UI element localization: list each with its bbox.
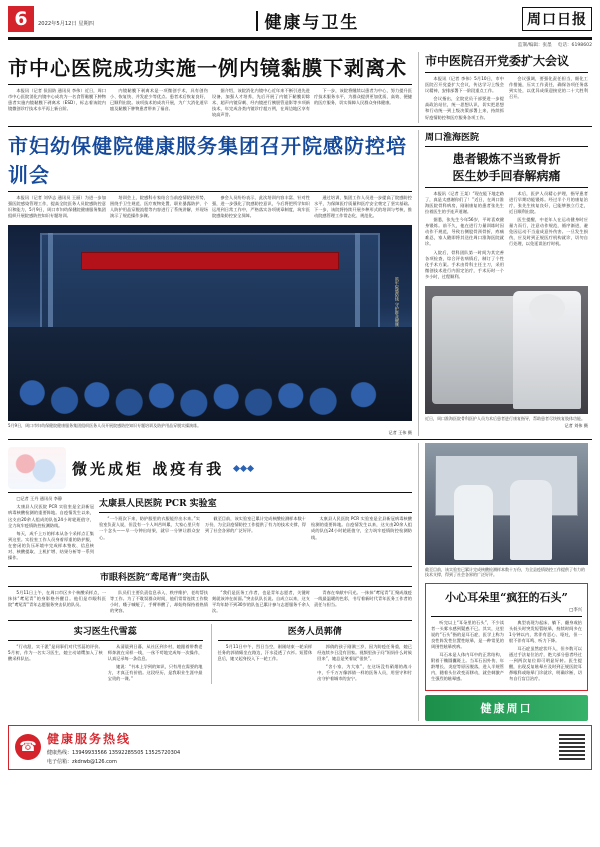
ear-article xyxy=(425,583,588,691)
section-title: 健康与卫生 xyxy=(264,13,360,33)
campaign-1-col-3 xyxy=(311,516,412,542)
paragraph: “行动派、实干派”是同事们对代雪蕊的评价。5月初，作为一名实习医生，她主动请缨加入了核酸采样队伍。 xyxy=(8,643,103,661)
hotline-numbers: 健康热线：13949933566 13592285505 13525720304 xyxy=(47,749,181,756)
zhoukou-kicker: 周口淮海医院 xyxy=(425,132,480,143)
paragraph: 截至目前，该实验室已累计完成核酸检测样本数十万份，为全县疫情防控工作提供了有力的技术支撑，得到了社会各界的广泛好评。 xyxy=(205,516,306,534)
divider xyxy=(8,439,592,440)
campaign-2-col-4 xyxy=(314,590,412,616)
health-zhoukou-banner: 健康周口 xyxy=(425,695,588,721)
editor-credit: 监制/编辑：张墨 xyxy=(518,43,552,48)
lead-headline: 市中心医院成功实施一例内镜黏膜下剥离术 xyxy=(8,56,407,80)
paragraph: 培训会上，院感科专家结合当前疫情防控形势，围绕手卫生规范、医疗废物处置、职业暴露防护、个人防护用品穿脱流程等内容进行了系统讲解，并现场演示了规范操作步骤。 xyxy=(110,194,208,218)
photo-pillar xyxy=(48,233,53,335)
second-article xyxy=(8,130,412,437)
campaign-3-col-2 xyxy=(108,644,203,685)
second-col-4 xyxy=(314,195,412,221)
photo-hall xyxy=(40,233,379,335)
campaign-3-col-1 xyxy=(8,644,103,685)
paragraph: “舍小家、为大家”，在这场没有硝烟的战斗中，千千万万像郭倩一样的医务人员，用坚守和付出守护着城市的安宁。 xyxy=(317,663,412,681)
divider xyxy=(8,620,412,621)
paragraph: 每天，成千上万的样本从各个采样点汇集到这里。实验室工作人员身着厚重的防护服，在密闭的负压环境中完成样本签收、信息核对、核酸提取、上机扩增、结果分析等一系列操作。 xyxy=(8,530,94,561)
divider xyxy=(431,616,582,617)
campaign-4-col-1 xyxy=(218,644,313,685)
ear-article-body xyxy=(431,620,582,685)
top-right-headline: 市中医院召开党委扩大会议 xyxy=(425,54,570,68)
paragraph: 5月11日上午，在周口市区多个核酸采样点，一抹抹“鸢尾青”的身影格外醒目。他们是市眼科医院“鸢尾青”青年志愿服务突击队的队员。 xyxy=(8,590,106,608)
paragraph: □记者 王丹 通讯员 李静 xyxy=(16,496,63,502)
divider xyxy=(218,640,413,641)
ward-photo-byline: 记者 刘伟 摄 xyxy=(564,423,588,429)
ear-col-1 xyxy=(431,620,504,685)
photo-crowd xyxy=(8,327,412,421)
paragraph: 典型表现为起床、躺下、翻身或抬头低头时突发短暂眩晕，持续时间多在1分钟以内，常伴有恶心、呕吐，但一般不伴有耳鸣、听力下降。 xyxy=(509,619,582,643)
top-row xyxy=(8,52,592,123)
campaign-section xyxy=(8,443,412,720)
ear-col-2 xyxy=(509,620,582,685)
ear-article-byline: □李兴 xyxy=(569,607,582,613)
photo-lab-tech-2 xyxy=(510,480,552,561)
divider xyxy=(99,512,412,513)
campaign-article-1 xyxy=(8,496,412,563)
second-headline: 市妇幼保健院健康服务集团召开院感防控培训会 xyxy=(8,133,407,187)
photo-caption: 5月9日，周口市妇幼保健院健康服务集团组织医务人员开展院感防控知识专题培训及防护用品穿脱实操演练。 xyxy=(8,423,202,429)
lead-col-2 xyxy=(110,88,208,120)
campaign-emblem-icon xyxy=(8,447,66,489)
contact-phone: 电话：6198602 xyxy=(557,43,592,48)
second-col-1 xyxy=(8,195,106,221)
paragraph: 耳石本是人体内耳中的正常结构，附着于椭圆囊斑上。当耳石因外伤、年龄增长、炎症等原因脱落，进入半规管内，随着头位改变而移动，就会刺激产生强烈的眩晕感。 xyxy=(431,652,504,682)
lead-col-4 xyxy=(314,88,412,120)
second-row xyxy=(8,130,592,437)
paragraph: 入院后，骨科团队第一时间为其完善各项检查，综合评估病情后，制订了个性化手术方案。手术由骨科主任主刀，采用微创技术进行内固定治疗，手术历时一个多小时，过程顺利。 xyxy=(425,249,504,279)
campaign-articles-34 xyxy=(8,624,412,685)
top-right-col-1 xyxy=(425,76,504,123)
zhoukou-col-2 xyxy=(509,191,588,282)
campaign-2-body xyxy=(8,590,412,616)
paragraph: 医生提醒，中老年人在运动健身时应量力而行，注意动作规范，循序渐进，避免因运动不当造成意外伤害。一旦发生损伤，应及时到正规医疗机构就诊，切勿自行处理，以免延误治疗时机。 xyxy=(509,217,588,247)
campaign-article-2 xyxy=(8,570,412,616)
divider xyxy=(425,72,588,73)
campaign-article-3 xyxy=(8,624,203,685)
second-col-3 xyxy=(212,195,310,221)
training-group-photo xyxy=(8,225,412,421)
zhoukou-headline-2: 医生妙手回春解病痛 xyxy=(452,168,561,183)
paragraph: 会议指出，全院党员干部要进一步提高政治站位，统一思想认识，切实把思想和行动统一到上级决策部署上来，持续抓好疫情防控和医疗服务各项工作。 xyxy=(425,96,504,120)
divider xyxy=(425,187,588,188)
divider-bar-icon xyxy=(256,11,258,31)
paragraph: 本报讯（记者 刘华志 通讯员 王丽）为进一步加强医院感染管理工作，提高全院医务人员院感防控意识和能力，5月9日，周口市妇幼保健院健康服务集团组织开展院感防控知识专题培训。 xyxy=(8,194,106,218)
campaign-4-title: 医务人员郭倩 xyxy=(287,626,342,637)
campaign-1-body xyxy=(99,516,412,542)
campaign-2-col-3 xyxy=(212,590,310,616)
ear-article-title: 小心耳朵里“疯狂的石头” xyxy=(445,590,568,604)
paragraph: 通过培训，集团工作人员进一步提高了院感防控水平，为保障医疗质量和医疗安全奠定了坚实基础。下一步，该院将持续开展多种形式的培训与考核，推动院感管理工作常态化、规范化。 xyxy=(314,194,412,218)
divider xyxy=(425,146,588,147)
campaign-banner xyxy=(8,447,412,489)
paragraph: “一个班次下来，防护服里的衣服能拧出水来。”实验室负责人说，但没有一个人叫苦叫累，大家心里只有一个念头——早一分钟出结果，就早一分钟让群众安心。 xyxy=(99,516,200,540)
pcr-lab-photo xyxy=(425,443,588,565)
campaign-2-col-1 xyxy=(8,590,106,616)
zhoukou-col-1 xyxy=(425,191,504,282)
photo-bed xyxy=(432,296,520,404)
top-right-article xyxy=(418,52,588,123)
campaign-4-body xyxy=(218,644,413,685)
right-rail-bottom xyxy=(418,443,588,720)
page-number: 6 xyxy=(8,6,34,32)
hotline-footer xyxy=(8,725,592,770)
campaign-dots-icon xyxy=(234,466,253,471)
campaign-2-col-2 xyxy=(110,590,208,616)
top-right-col-2 xyxy=(509,76,588,123)
divider xyxy=(8,84,412,85)
paragraph: 她说：“书本上学到的知识，只有用在需要的地方，才真正有价值。这段经历，是我职业生涯中最宝贵的一课。” xyxy=(107,663,203,681)
second-body xyxy=(8,195,412,221)
paragraph: 据悉，张先生今年56岁，平时喜欢健身锻炼。前不久，他在进行力量训练时因动作不规范，导致右侧股骨颈骨折，疼痛难忍，家人随即将其送往周口淮海医院就诊。 xyxy=(425,217,504,247)
paragraph: 从清晨到日暮，从社区到乡村，她跟着带教老师奔波在采样一线，一丝不苟地完成每一次操作，认真记录每一条信息。 xyxy=(107,643,203,661)
divider xyxy=(8,126,592,127)
photo-byline: 记者 王伟 摄 xyxy=(388,430,412,436)
lead-col-3 xyxy=(212,88,310,120)
paragraph: 据介绍，该院消化内镜中心近年来不断引进先进设备，加强人才培养，先后开展了内镜下黏膜切除术、超声内镜穿刺、经内镜逆行胰胆管造影等多项新技术，年完成各类内镜诊疗超万例，在周边地区享有较高声誉。 xyxy=(212,88,310,118)
lead-article xyxy=(8,52,412,123)
qr-code-icon xyxy=(559,734,585,760)
paragraph: 本报讯（记者 李伟）5月10日，市中医院召开党委扩大会议，传达学习上级会议精神，安排部署下一阶段重点工作。 xyxy=(425,76,504,94)
paragraph: 耳石症虽然症状吓人，但多数可以通过手法复位治疗，绝大部分患者经过一到两次复位即可明显好转。医生提醒，出现反复眩晕应及时到正规医院耳鼻喉科或眩晕门诊就诊，明确诊断，切勿自行盲目治疗。 xyxy=(509,645,582,682)
paragraph: 本报讯（记者 王某）“现在能下地走路了，真是太感谢你们了！”近日，在周口淮海医院骨科病房，刚刚康复的患者张先生拉着医生的手连声道谢。 xyxy=(425,190,504,214)
lead-body xyxy=(8,88,412,120)
lead-col-1 xyxy=(8,88,106,120)
masthead-subbar xyxy=(8,40,592,49)
campaign-1-col-2 xyxy=(205,516,306,542)
campaign-4-col-2 xyxy=(317,644,412,685)
hotline-text-group xyxy=(47,730,553,765)
hotline-title: 健康服务热线 xyxy=(47,731,132,746)
campaign-1-title: 太康县人民医院 PCR 实验室 xyxy=(99,499,217,510)
hotline-email: 电子信箱：zkdrwb@126.com xyxy=(47,758,117,765)
top-right-body xyxy=(425,76,588,123)
campaign-article-4 xyxy=(211,624,413,685)
bottom-row xyxy=(8,443,592,720)
divider xyxy=(8,492,412,493)
paragraph: 太康县人民医院 PCR 实验室是全县新冠病毒核酸检测的重要阵地。自疫情发生以来，这支由20余人组成的队伍24小时轮班值守，全力筑牢疫情防控检测防线。 xyxy=(8,504,94,528)
photo-red-banner xyxy=(81,252,340,270)
campaign-2-title: 市眼科医院“鸢尾青”突击队 xyxy=(100,573,210,584)
paragraph: 术后，医护人员精心护理，指导患者进行早期功能锻炼。经过半个月的康复治疗，张先生恢复良好，已能够独立行走，近日顺利出院。 xyxy=(509,190,588,214)
campaign-1-main xyxy=(99,496,412,563)
divider xyxy=(8,640,203,641)
campaign-title: 微光成炬 战疫有我 xyxy=(72,459,225,478)
divider xyxy=(8,566,412,567)
divider xyxy=(8,586,412,587)
paragraph: 青春在奉献中闪光。一抹抹“鸢尾青”汇聚成战疫一线最温暖的色彩，书写着新时代青年医务工作者的责任与担当。 xyxy=(314,590,412,608)
zhoukou-article xyxy=(418,130,588,437)
section-title-group xyxy=(94,8,522,33)
ward-photo-caption: 近日，周口淮海医院骨科医护人员为术后患者进行康复指导，帮助患者尽快恢复肢体功能。 xyxy=(425,415,585,421)
paragraph: 参会人员纷纷表示，此次培训内容丰富、针对性强，进一步强化了院感防控意识，今后将把所学知识运用到日常工作中，严格落实各项规章制度，筑牢医院感染防控安全屏障。 xyxy=(212,194,310,218)
issue-date: 2022年5月12日 星期四 xyxy=(38,21,94,27)
campaign-3-body xyxy=(8,644,203,685)
photo-side-text: 筑牢院感防线 守护群众健康 xyxy=(394,276,400,327)
paragraph: 太康县人民医院 PCR 实验室是全县新冠病毒核酸检测的重要阵地。自疫情发生以来，这支由20余人组成的队伍24小时轮班值守，全力筑牢疫情防控检测防线。 xyxy=(311,516,412,540)
phone-icon: ☎ xyxy=(15,734,41,760)
paper-nameplate xyxy=(522,7,592,31)
photo-lab-tech-1 xyxy=(454,485,493,561)
ward-photo xyxy=(425,286,588,414)
paragraph: 听完以上“耳朵里的石头”，不少读者一头雾水感到疑惑不已。其实，这里说的“石头”指的是耳石症，医学上称为良性阵发性位置性眩晕，是一种常见的周围性眩晕疾病。 xyxy=(431,619,504,649)
paragraph: 下一步，该院将继续以患者为中心，努力提升医疗技术服务水平，为群众提供更加优质、高效、便捷的医疗服务，切实保障人民群众身体健康。 xyxy=(314,88,412,106)
zhoukou-headline-1: 患者锻炼不当致骨折 xyxy=(452,151,561,166)
campaign-3-title: 实习医生代雪蕊 xyxy=(73,626,137,637)
divider xyxy=(8,191,412,192)
campaign-1-col-0 xyxy=(8,496,94,563)
paragraph: 队员们主要负责信息录入、秩序维护、老幼帮扶等工作。为了不耽误群众时间，他们常常连续工作数小时，嗓子喊哑了，手臂举酸了，却始终保持着热情的笑容。 xyxy=(110,590,208,614)
paragraph: 5月11日中午，烈日当空，刚刚结束一轮采样任务的郭倩瘫坐在路边，汗水浸透了衣衫。短暂休息后，她又起身投入下一轮工作。 xyxy=(217,643,313,661)
paragraph: 内镜黏膜下剥离术是一项微创手术，具有创伤小、恢复快、并发症少等优点。患者术后恢复良好，已顺利出院。该项技术的成功开展，为广大消化道早癌及黏膜下肿物患者带来了福音。 xyxy=(110,88,208,112)
photo-staff-head xyxy=(529,294,565,322)
paper-name: 周口日报 xyxy=(522,7,592,31)
campaign-1-col-1 xyxy=(99,516,200,542)
masthead xyxy=(8,6,592,40)
paragraph: 会议强调，要强化责任担当，细化工作措施，压实工作责任，确保各项任务落到实处，以优异成绩迎接党的二十大胜利召开。 xyxy=(509,76,588,100)
paragraph: “我们是医务工作者，也是青年志愿者，关键时刻就该冲在前面。”突击队队长说。自成立以来，这支平均年龄不到30岁的队伍已累计参与志愿服务千余人次。 xyxy=(212,590,310,614)
pcr-lab-caption: 截至目前，该实验室已累计完成核酸检测样本数十万份，为全县疫情防控工作提供了有力的技术支撑，得到了社会各界的广泛好评。 xyxy=(425,567,585,578)
zhoukou-body xyxy=(425,191,588,282)
second-col-2 xyxy=(110,195,208,221)
paragraph: 本报讯（记者 侯国防 通讯员 李伟）近日，周口市中心医院消化内镜中心成功为一名食管黏膜下肿物患者实施内镜黏膜下剥离术（ESD），标志着该院内镜微创诊疗技术水平再上新台阶。 xyxy=(8,88,106,112)
paragraph: 郭倩的孩子刚满三岁，因为防疫任务重，她已经连续多日没有回家。视频里孩子问“妈妈什么时候回来”，她总是笑着说“很快”。 xyxy=(317,643,412,661)
